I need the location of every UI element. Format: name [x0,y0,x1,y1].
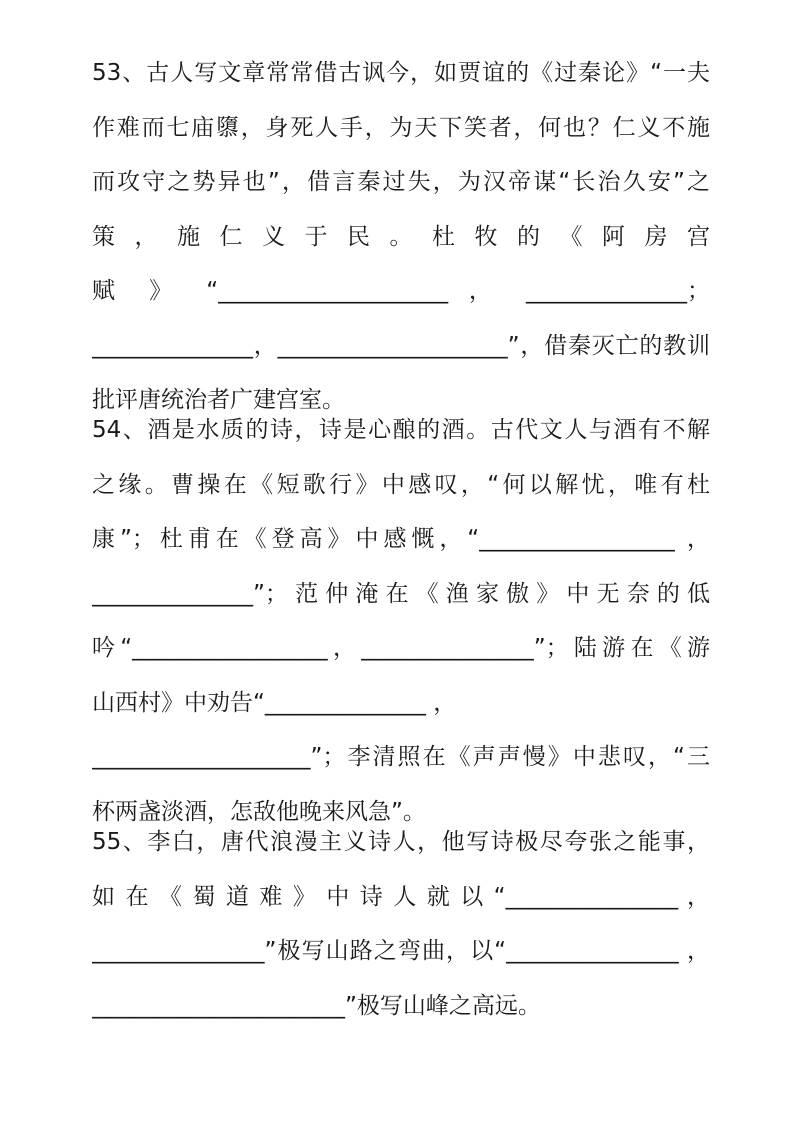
question-53-line-3: 而攻守之势异也”，借言秦过失，为汉帝谋“长治久安”之 [92,169,710,195]
question-54-line-1: 54、酒是水质的诗，诗是心酿的酒。古代文人与酒有不解 [92,417,710,443]
question-55-line-3: _______________”极写山路之弯曲，以“_______________ ， [92,938,710,964]
question-55 [92,815,710,1033]
question-53-line-6: ______________，____________________”，借秦灭亡的教训 [92,332,710,359]
question-55-line-4: ______________________”极写山峰之高远。 [92,992,541,1019]
question-53-line-7: 批评唐统治者广建宫室。 [92,387,345,413]
question-54 [92,403,710,839]
question-55-line-1: 55、李白，唐代浪漫主义诗人，他写诗极尽夸张之能事， [92,829,710,855]
question-54-line-2: 之缘。曹操在《短歌行》中感叹，“何以解忧，唯有杜 [92,471,710,498]
question-54-line-3: 康”；杜甫在《登高》中感慨，“_________________ ， [92,526,710,552]
question-54-line-5: 吟“_________________，_______________”；陆游在《游 [92,635,710,661]
question-53-line-5: 赋 》 “____________________ ， ______________； [92,278,710,304]
question-54-line-4: ______________”；范仲淹在《渔家傲》中无奈的低 [92,580,710,607]
question-53 [92,46,710,428]
question-54-line-8: 杯两盏淡酒，怎敌他晚来风急”。 [92,798,426,825]
question-54-line-7: ___________________”；李清照在《声声慢》中悲叹，“三 [92,744,710,770]
question-53-line-2: 作难而七庙隳，身死人手，为天下笑者，何也？仁义不施 [92,114,710,141]
question-53-line-1: 53、古人写文章常常借古讽今，如贾谊的《过秦论》“一夫 [92,60,710,86]
question-55-line-2: 如 在 《 蜀 道 难 》 中 诗 人 就 以 “_______________ ， [92,883,710,910]
question-53-line-4: 策 ， 施 仁 义 于 民 。 杜 牧 的 《 阿 房 宫 [92,223,710,250]
question-54-line-6: 山西村》中劝告“______________ ， [92,689,457,716]
